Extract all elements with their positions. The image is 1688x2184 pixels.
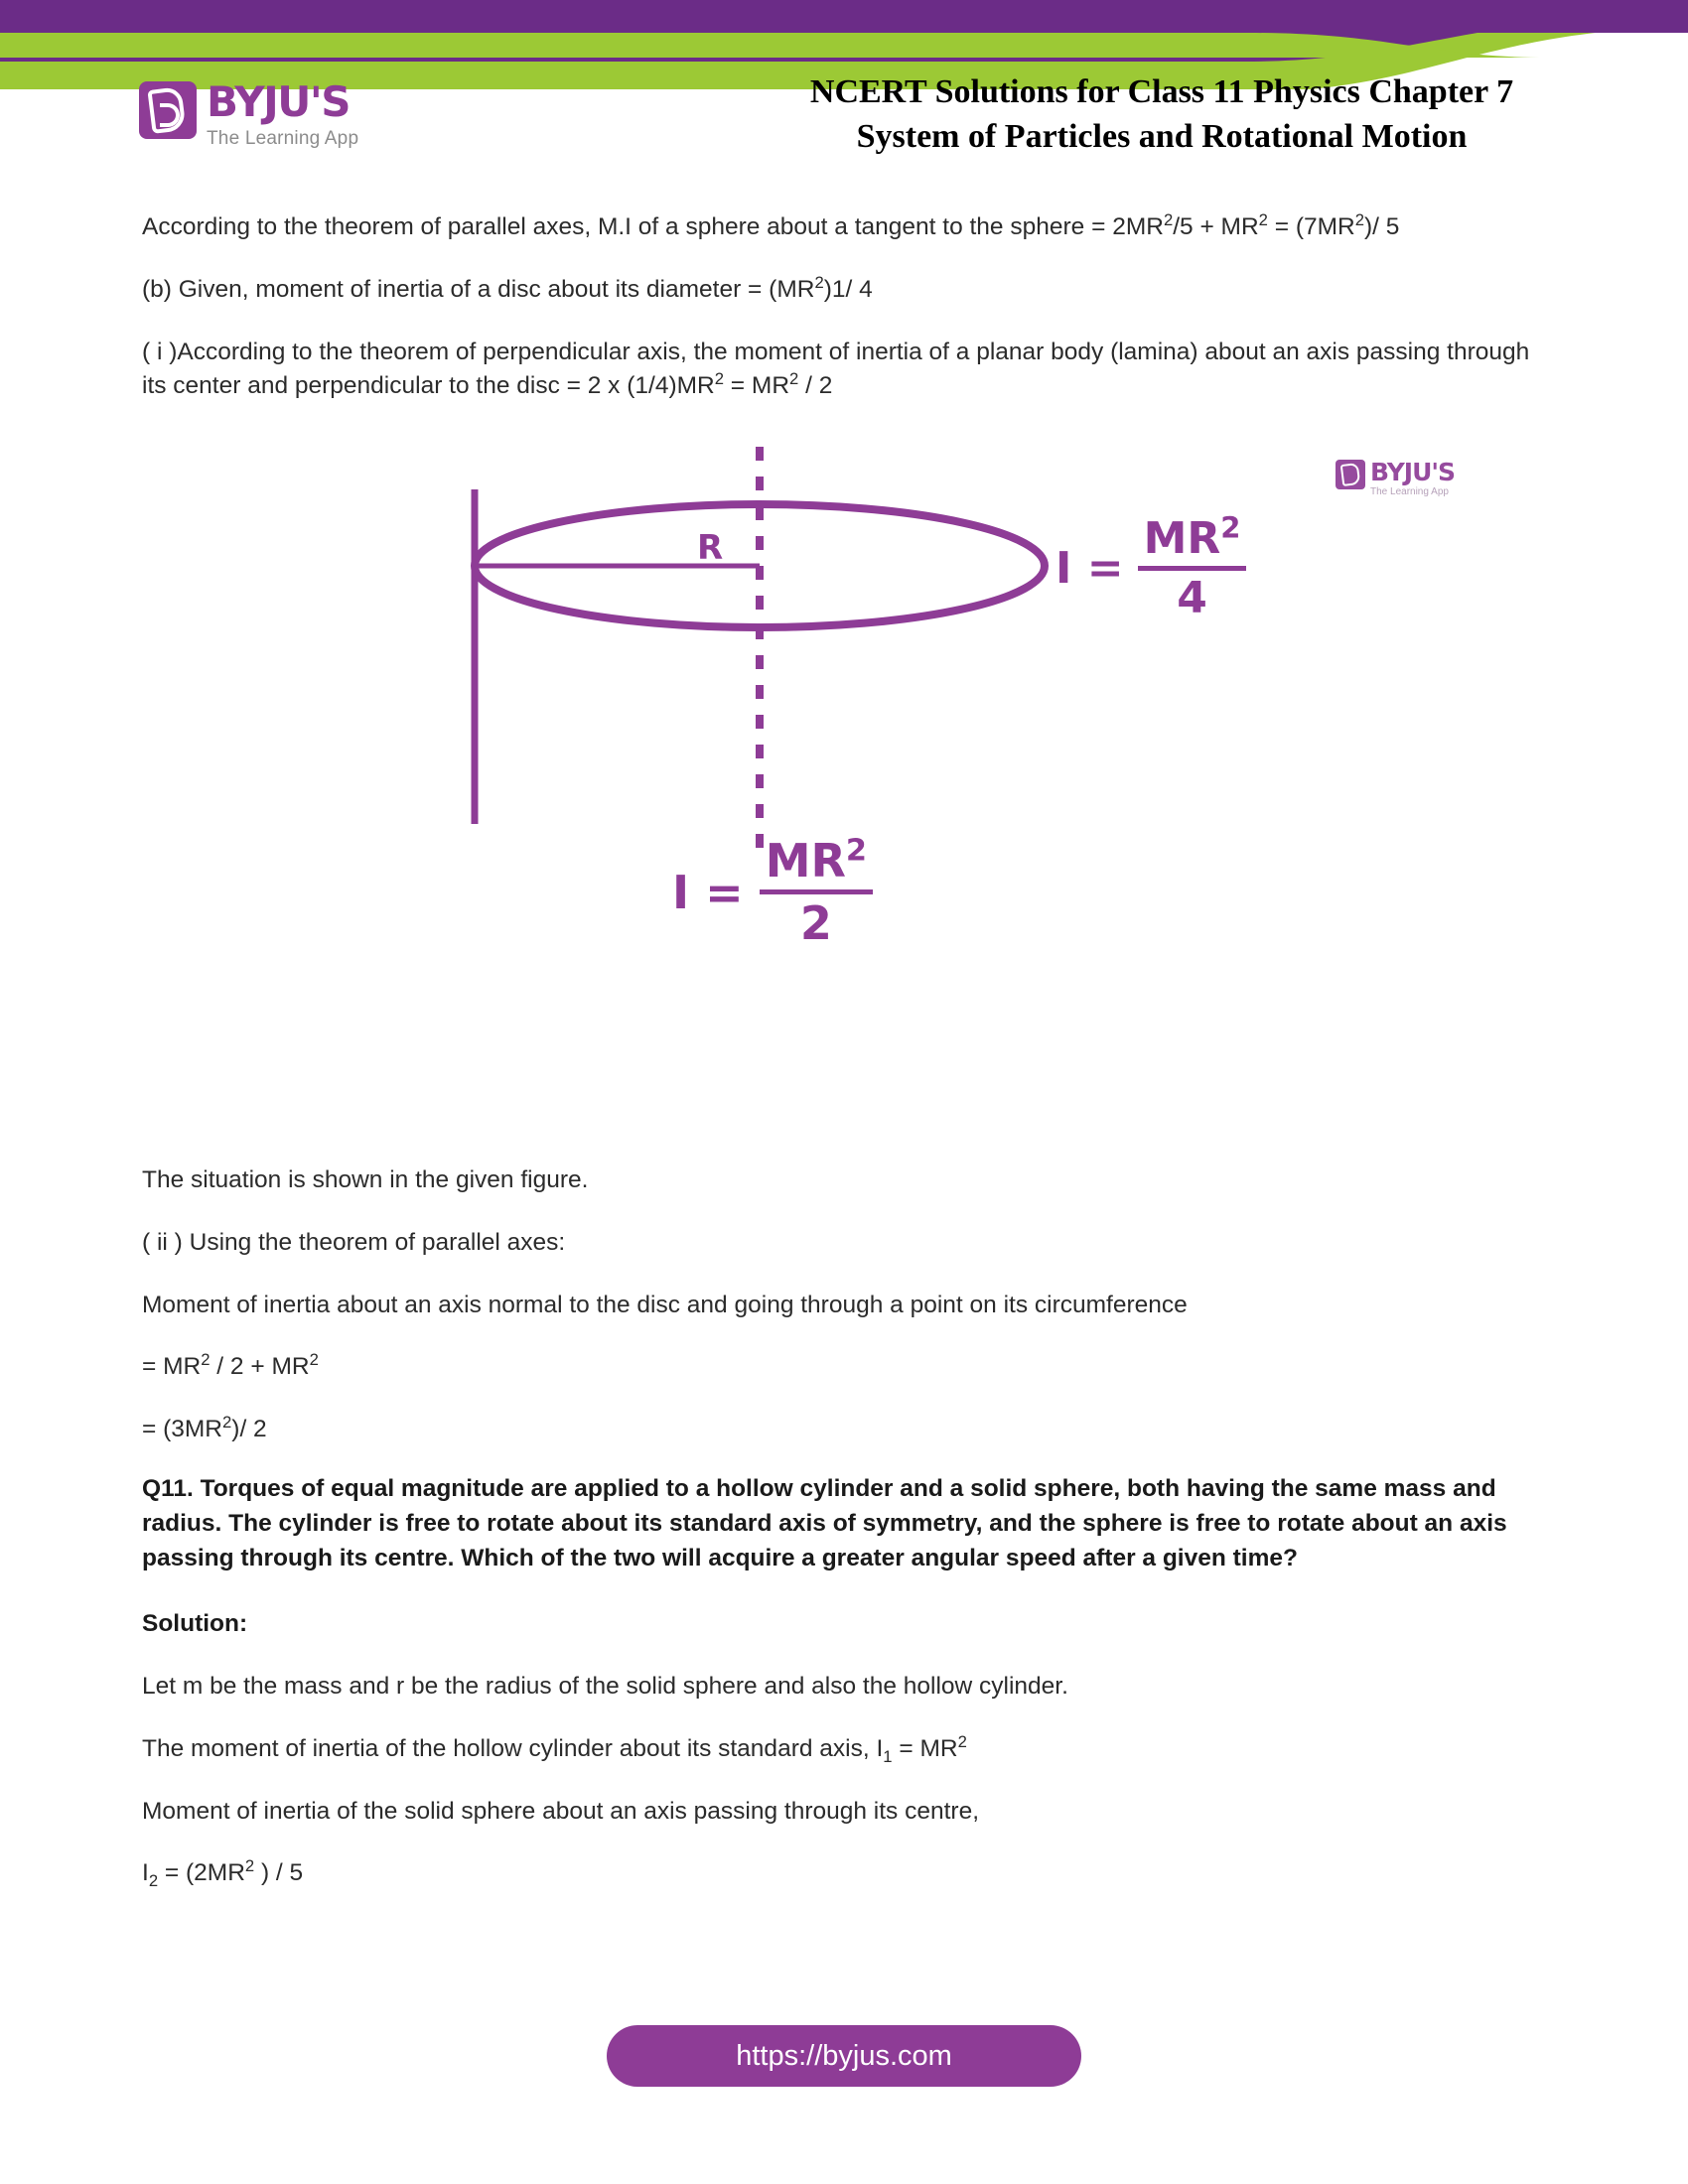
text-run: )1/ 4 bbox=[823, 275, 873, 303]
text-run: = (2MR bbox=[158, 1859, 245, 1887]
watermark-wordmark: BYJU'S bbox=[1370, 458, 1456, 486]
solution-line-solid-sphere-intro: Moment of inertia of the solid sphere about an axis passing through its centre, bbox=[142, 1797, 980, 1825]
figure-byjus-watermark bbox=[1336, 460, 1455, 497]
fraction-denominator: 2 bbox=[799, 896, 832, 950]
text-run: According to the theorem of parallel axes, M.I of a sphere about a tangent to the sphere = 2MR bbox=[142, 213, 1164, 240]
solution-label: Solution: bbox=[142, 1610, 248, 1638]
fraction-numerator bbox=[760, 834, 873, 887]
superscript: 2 bbox=[1163, 209, 1174, 229]
formula-disc-perpendicular bbox=[672, 834, 873, 950]
radius-label: R bbox=[697, 528, 724, 568]
solution-line-mass-radius: Let m be the mass and r be the radius of the solid sphere and also the hollow cylinder. bbox=[142, 1673, 1068, 1701]
byjus-watermark-icon bbox=[1336, 460, 1365, 489]
text-run: = (3MR bbox=[142, 1416, 223, 1443]
numerator-sup: 2 bbox=[845, 833, 868, 869]
fraction bbox=[760, 834, 873, 950]
logo-tagline: The Learning App bbox=[207, 128, 359, 149]
superscript: 2 bbox=[222, 1412, 232, 1432]
formula-lhs: I = bbox=[672, 865, 744, 919]
numerator-text: MR bbox=[1143, 513, 1221, 564]
superscript: 2 bbox=[201, 1350, 211, 1370]
numerator-text: MR bbox=[765, 834, 846, 887]
document-body bbox=[142, 210, 1552, 432]
text-run: ) / 5 bbox=[254, 1859, 304, 1887]
superscript: 2 bbox=[1354, 209, 1365, 229]
paragraph-perpendicular-axis bbox=[142, 336, 1552, 405]
paragraph-parallel-axes-ii: ( ii ) Using the theorem of parallel axes: bbox=[142, 1228, 566, 1256]
text-run: )/ 5 bbox=[1364, 213, 1400, 240]
text-run: = MR bbox=[142, 1353, 202, 1381]
paragraph-disc-diameter bbox=[142, 273, 1552, 308]
text-run: = MR bbox=[724, 372, 790, 400]
formula-disc-diameter bbox=[1055, 510, 1246, 623]
text-run: I bbox=[142, 1859, 149, 1887]
subscript: 1 bbox=[883, 1746, 893, 1766]
watermark-tagline: The Learning App bbox=[1370, 486, 1449, 497]
text-run: = (7MR bbox=[1267, 213, 1355, 240]
superscript: 2 bbox=[789, 369, 799, 389]
text-run: ( i )According to the theorem of perpendicular axis, the moment of inertia of a planar body (lamina) about an axis passing through its center and perpendicular to the disc = 2 x (1/4)MR bbox=[142, 338, 1530, 400]
text-run: / 2 + MR bbox=[210, 1353, 310, 1381]
page-title bbox=[665, 69, 1658, 159]
paragraph-moment-normal-axis: Moment of inertia about an axis normal to the disc and going through a point on its circumference bbox=[142, 1291, 1188, 1318]
subscript: 2 bbox=[148, 1871, 159, 1891]
superscript: 2 bbox=[244, 1856, 255, 1876]
page-header bbox=[0, 62, 1688, 171]
byjus-logo-icon bbox=[139, 81, 197, 139]
fraction-numerator bbox=[1138, 510, 1247, 564]
superscript: 2 bbox=[814, 272, 824, 292]
page-title-line1: NCERT Solutions for Class 11 Physics Chapter 7 bbox=[809, 73, 1514, 110]
superscript: 2 bbox=[714, 369, 724, 389]
disc-moment-of-inertia-figure bbox=[0, 437, 1688, 1122]
byjus-website-link[interactable]: https://byjus.com bbox=[607, 2025, 1081, 2087]
equation-mr2-over-2-plus-mr2 bbox=[142, 1350, 1552, 1385]
logo-wordmark: BYJU'S bbox=[207, 77, 350, 126]
document-body-continued bbox=[142, 1163, 1552, 1475]
solution-line-hollow-cylinder-inertia bbox=[142, 1732, 1552, 1767]
superscript: 2 bbox=[957, 1731, 967, 1751]
equation-3mr2-over-2 bbox=[142, 1413, 1552, 1447]
fraction-bar bbox=[760, 889, 873, 894]
formula-lhs: I = bbox=[1055, 543, 1124, 594]
text-run: )/ 2 bbox=[231, 1416, 267, 1443]
text-run: The moment of inertia of the hollow cylinder about its standard axis, I bbox=[142, 1734, 884, 1762]
question-11-block bbox=[142, 1472, 1552, 1919]
text-run: = MR bbox=[892, 1734, 958, 1762]
page-title-line2: System of Particles and Rotational Motion bbox=[856, 118, 1468, 156]
superscript: 2 bbox=[309, 1350, 319, 1370]
fraction-denominator: 4 bbox=[1177, 573, 1207, 623]
byjus-logo bbox=[139, 77, 359, 149]
banner-green-band bbox=[0, 33, 1249, 58]
paragraph-parallel-axes-sphere bbox=[142, 210, 1552, 245]
numerator-sup: 2 bbox=[1220, 510, 1241, 545]
text-run: /5 + MR bbox=[1173, 213, 1259, 240]
fraction-bar bbox=[1138, 566, 1247, 571]
fraction bbox=[1138, 510, 1247, 623]
superscript: 2 bbox=[1258, 209, 1268, 229]
text-run: / 2 bbox=[798, 372, 833, 400]
solution-line-solid-sphere-inertia bbox=[142, 1856, 1552, 1891]
text-run: (b) Given, moment of inertia of a disc about its diameter = (MR bbox=[142, 275, 815, 303]
question-11-text: Q11. Torques of equal magnitude are applied to a hollow cylinder and a solid sphere, both having the same mass and radius. The cylinder is free to rotate about its standard axis of symmetry, and the sphere is free to rotate about an axis passing through its centre. Which of the two will acquire a greater angular speed after a given time? bbox=[142, 1475, 1507, 1571]
banner-purple-band bbox=[0, 0, 1688, 33]
paragraph-situation-figure: The situation is shown in the given figure. bbox=[142, 1166, 589, 1193]
